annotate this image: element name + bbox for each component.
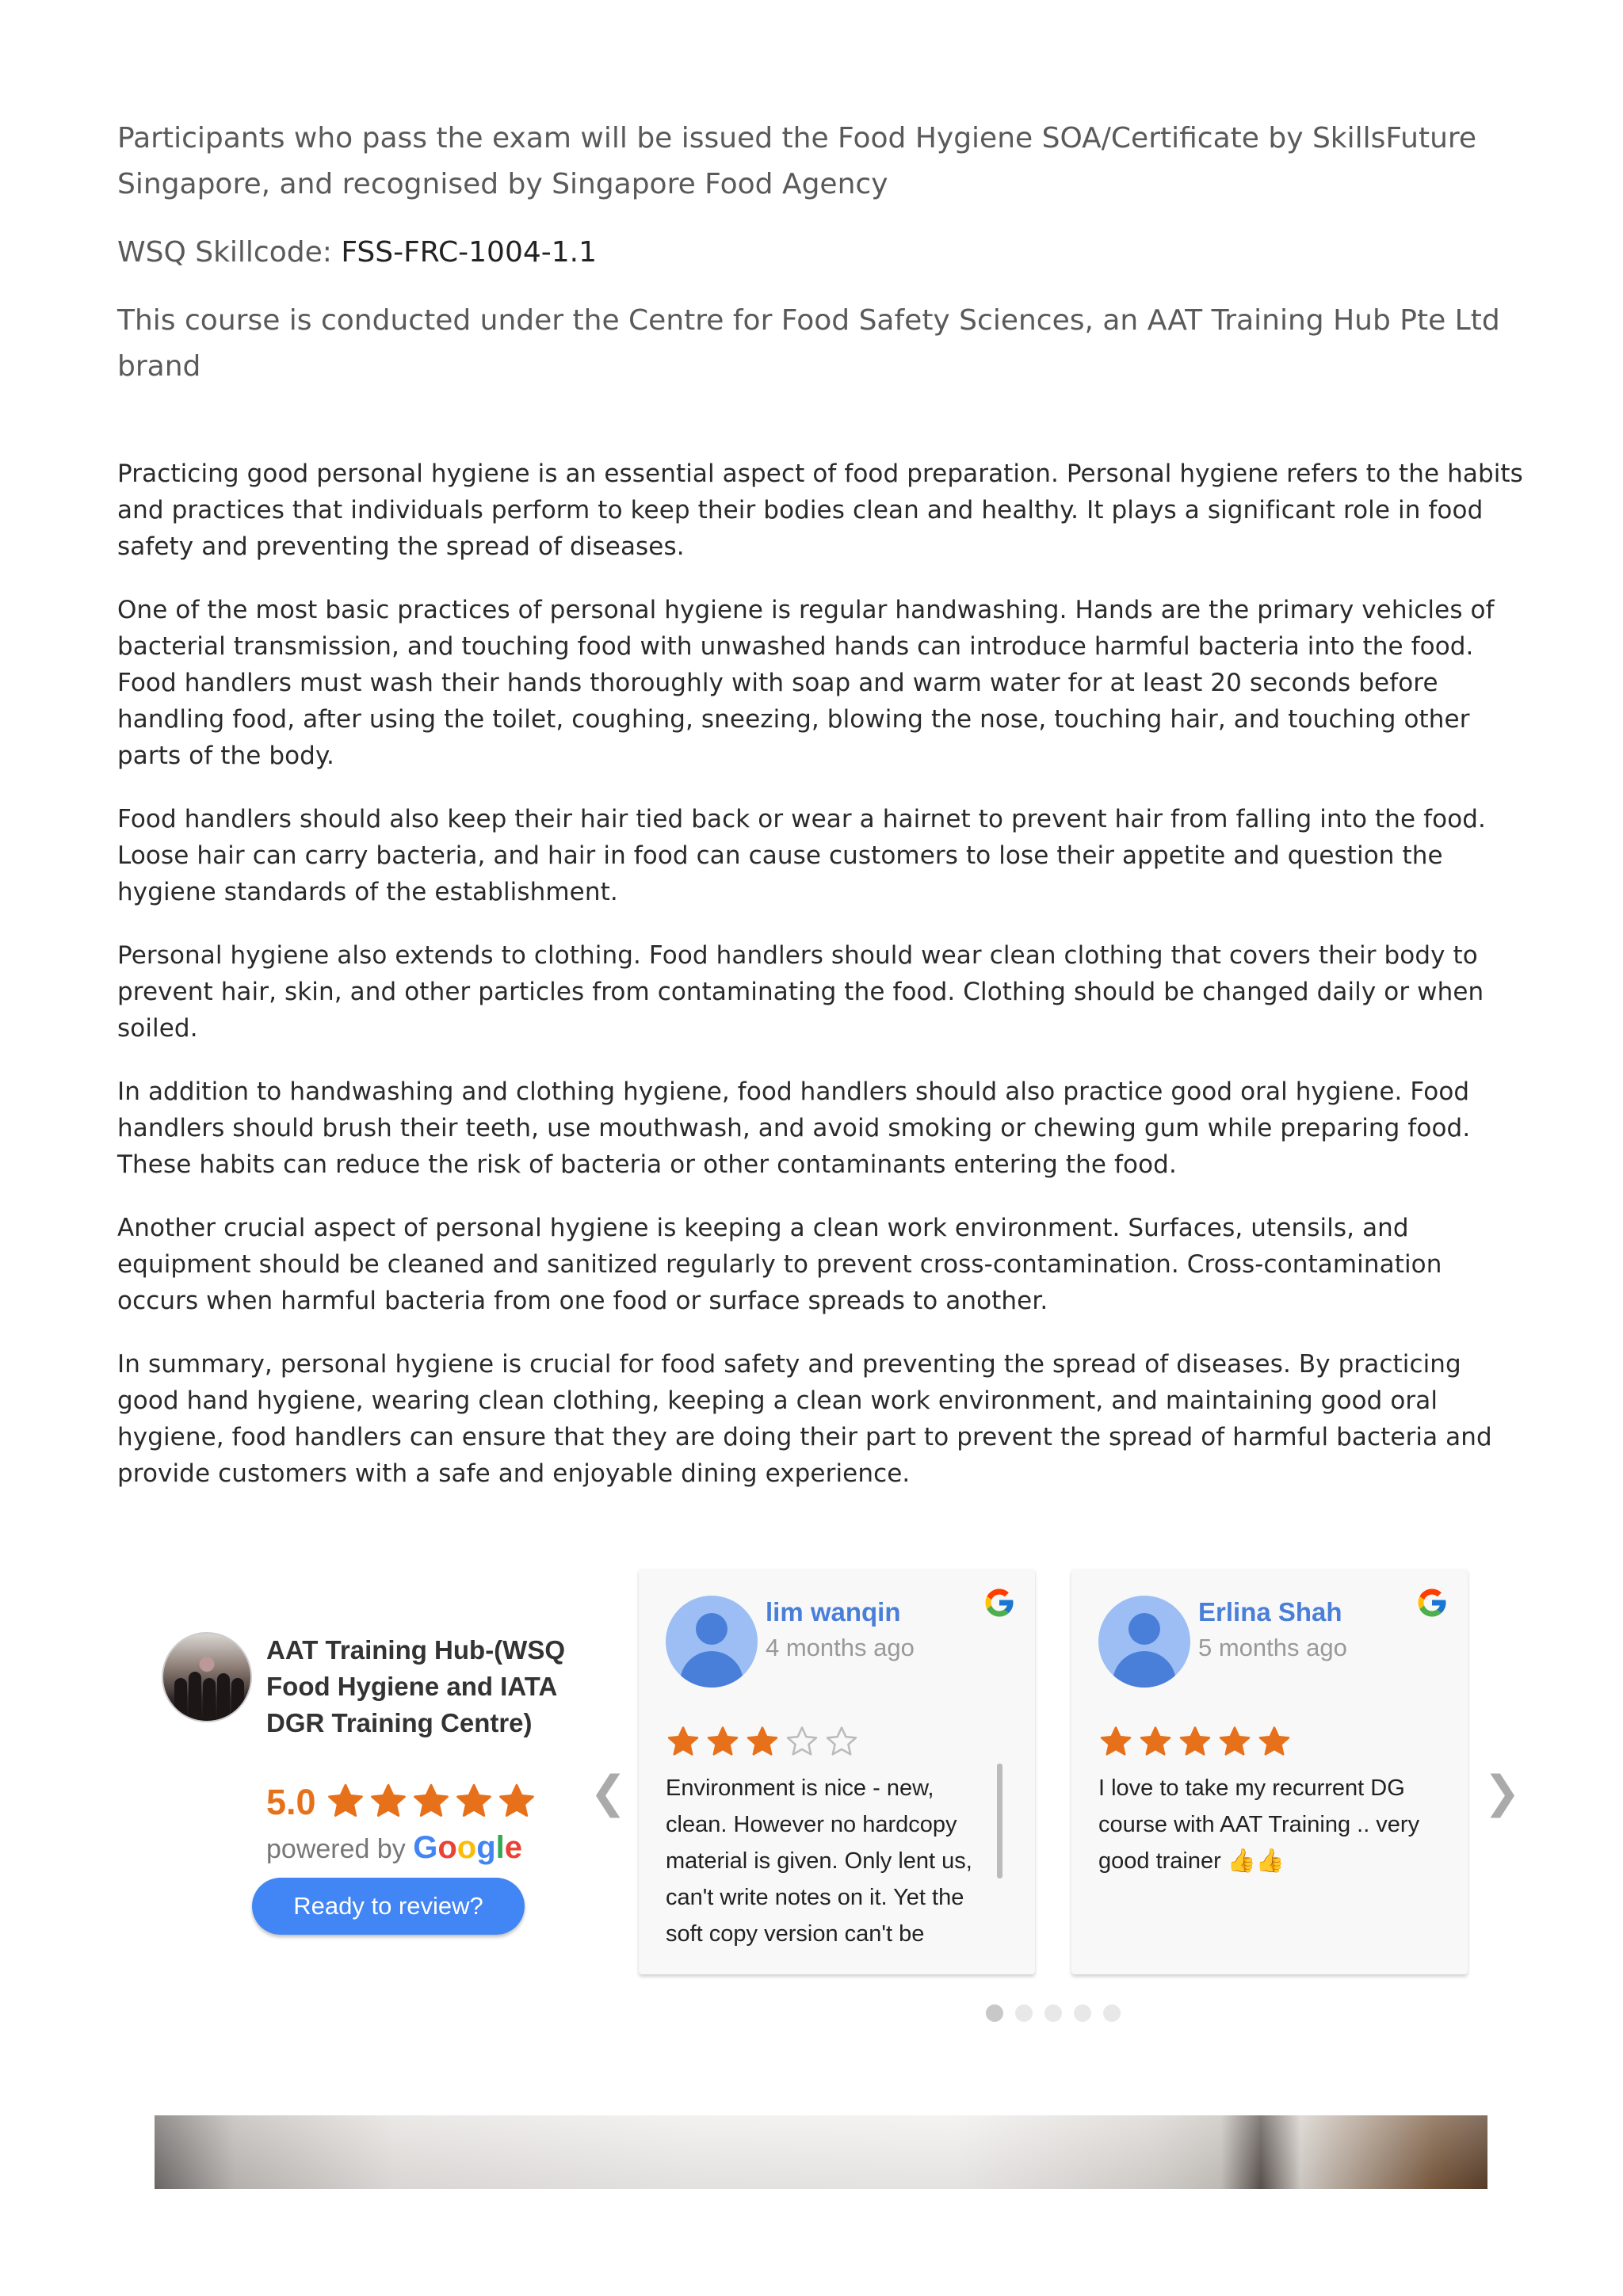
article-paragraph: Personal hygiene also extends to clothing. Food handlers should wear clean clothing that covers their body to prevent hair, skin, and other particles from contaminating the food. Clothing should be changed daily or when soiled. bbox=[117, 941, 1484, 1043]
star-icon bbox=[785, 1724, 819, 1759]
review-text-body: I love to take my recurrent DG course with AAT Training .. very good trainer bbox=[1098, 1775, 1420, 1874]
user-avatar-icon bbox=[666, 1596, 758, 1688]
article-paragraph: Food handlers should also keep their hair tied back or wear a hairnet to prevent hair from falling into the food. Loose hair can carry bacteria, and hair in food can cause customers to lose their appetite and question the hygiene standards of the establishment. bbox=[117, 805, 1487, 906]
google-g-icon[interactable] bbox=[1415, 1586, 1449, 1619]
google-reviews-widget bbox=[117, 1569, 1528, 2044]
carousel-dot[interactable] bbox=[986, 2004, 1003, 2022]
star-icon bbox=[1217, 1724, 1252, 1759]
powered-by-label: powered by bbox=[266, 1834, 414, 1864]
review-card bbox=[639, 1569, 1035, 1974]
carousel-dot[interactable] bbox=[1015, 2004, 1033, 2022]
google-logo-text: Google bbox=[413, 1830, 523, 1865]
business-logo bbox=[162, 1632, 252, 1722]
business-name: AAT Training Hub-(WSQ Food Hygiene and IATA DGR Training Centre) bbox=[266, 1635, 566, 1737]
reviewer-name[interactable]: Erlina Shah bbox=[1198, 1597, 1342, 1627]
star-icon bbox=[666, 1724, 701, 1759]
rating-score: 5.0 bbox=[266, 1782, 316, 1822]
rating-stars bbox=[326, 1781, 540, 1824]
article-body bbox=[117, 456, 1528, 1519]
thumbs-up-emoji: 👍👍 bbox=[1227, 1848, 1285, 1874]
skillcode-label: WSQ Skillcode: bbox=[117, 236, 342, 269]
review-time: 5 months ago bbox=[1198, 1634, 1347, 1661]
course-intro bbox=[117, 116, 1528, 412]
review-stars bbox=[1098, 1724, 1296, 1759]
carousel-dot[interactable] bbox=[1044, 2004, 1062, 2022]
star-icon bbox=[326, 1781, 365, 1821]
hero-photo bbox=[155, 2115, 1487, 2189]
star-icon bbox=[454, 1781, 494, 1821]
star-icon bbox=[705, 1724, 740, 1759]
star-icon bbox=[411, 1781, 451, 1821]
article-paragraph: Another crucial aspect of personal hygiene is keeping a clean work environment. Surfaces, utensils, and equipment should be cleaned and sanitized regularly to prevent cross-contamination. Cross-contamination occurs when harmful bacteria from one food or surface spreads to another. bbox=[117, 1214, 1442, 1315]
star-icon bbox=[824, 1724, 859, 1759]
review-text-body: Environment is nice - new, clean. However no hardcopy material is given. Only lent us, can't write notes on it. Yet the soft copy version can't be bbox=[666, 1775, 972, 1947]
certificate-text: Participants who pass the exam will be issued the Food Hygiene SOA/Certificate by SkillsFuture Singapore, and recognised by Singapore Food Agency bbox=[117, 122, 1477, 200]
review-stars bbox=[666, 1724, 864, 1759]
review-scrollbar[interactable] bbox=[997, 1764, 1002, 1878]
skillcode-line bbox=[117, 230, 1528, 276]
powered-by-google bbox=[266, 1830, 522, 1866]
star-icon bbox=[1098, 1724, 1133, 1759]
user-avatar-icon bbox=[1098, 1596, 1190, 1688]
carousel-dot[interactable] bbox=[1103, 2004, 1121, 2022]
prev-arrow-icon[interactable]: ❮ bbox=[590, 1767, 627, 1818]
review-card bbox=[1071, 1569, 1468, 1974]
review-text bbox=[1098, 1770, 1423, 1952]
star-icon bbox=[1257, 1724, 1292, 1759]
next-arrow-icon[interactable]: ❯ bbox=[1484, 1767, 1521, 1818]
ready-to-review-button[interactable]: Ready to review? bbox=[252, 1878, 525, 1935]
star-icon bbox=[497, 1781, 537, 1821]
carousel-dot[interactable] bbox=[1074, 2004, 1091, 2022]
star-icon bbox=[1178, 1724, 1212, 1759]
review-text bbox=[666, 1770, 991, 1952]
overall-rating bbox=[266, 1781, 540, 1824]
article-paragraph: Practicing good personal hygiene is an essential aspect of food preparation. Personal hygiene refers to the habits and practices that individuals perform to keep their bodies clean and healthy. It plays a significant role in food safety and preventing the spread of diseases. bbox=[117, 460, 1523, 561]
carousel-dots bbox=[986, 2004, 1132, 2022]
skillcode-value: FSS-FRC-1004-1.1 bbox=[341, 236, 598, 269]
review-time: 4 months ago bbox=[766, 1634, 915, 1661]
star-icon bbox=[745, 1724, 780, 1759]
reviewer-name[interactable]: lim wanqin bbox=[766, 1597, 901, 1627]
article-paragraph: In summary, personal hygiene is crucial for food safety and preventing the spread of diseases. By practicing good hand hygiene, wearing clean clothing, keeping a clean work environment, and maintaining good oral hygiene, food handlers can ensure that they are doing their part to prevent the spread of harmful bacteria and provide customers with a safe and enjoyable dining experience. bbox=[117, 1350, 1492, 1488]
star-icon bbox=[369, 1781, 408, 1821]
google-g-icon[interactable] bbox=[983, 1586, 1016, 1619]
brand-text: This course is conducted under the Centre for Food Safety Sciences, an AAT Training Hub Pte Ltd brand bbox=[117, 304, 1500, 383]
star-icon bbox=[1138, 1724, 1173, 1759]
article-paragraph: In addition to handwashing and clothing hygiene, food handlers should also practice good oral hygiene. Food handlers should brush their teeth, use mouthwash, and avoid smoking or chewing gum while preparing food. These habits can reduce the risk of bacteria or other contaminants entering the food. bbox=[117, 1077, 1471, 1179]
article-paragraph: One of the most basic practices of personal hygiene is regular handwashing. Hands are the primary vehicles of bacterial transmission, and touching food with unwashed hands can introduce harmful bacteria into the food. Food handlers must wash their hands thoroughly with soap and warm water for at least 20 seconds before handling food, after using the toilet, coughing, sneezing, blowing the nose, touching hair, and touching other parts of the body. bbox=[117, 596, 1495, 770]
